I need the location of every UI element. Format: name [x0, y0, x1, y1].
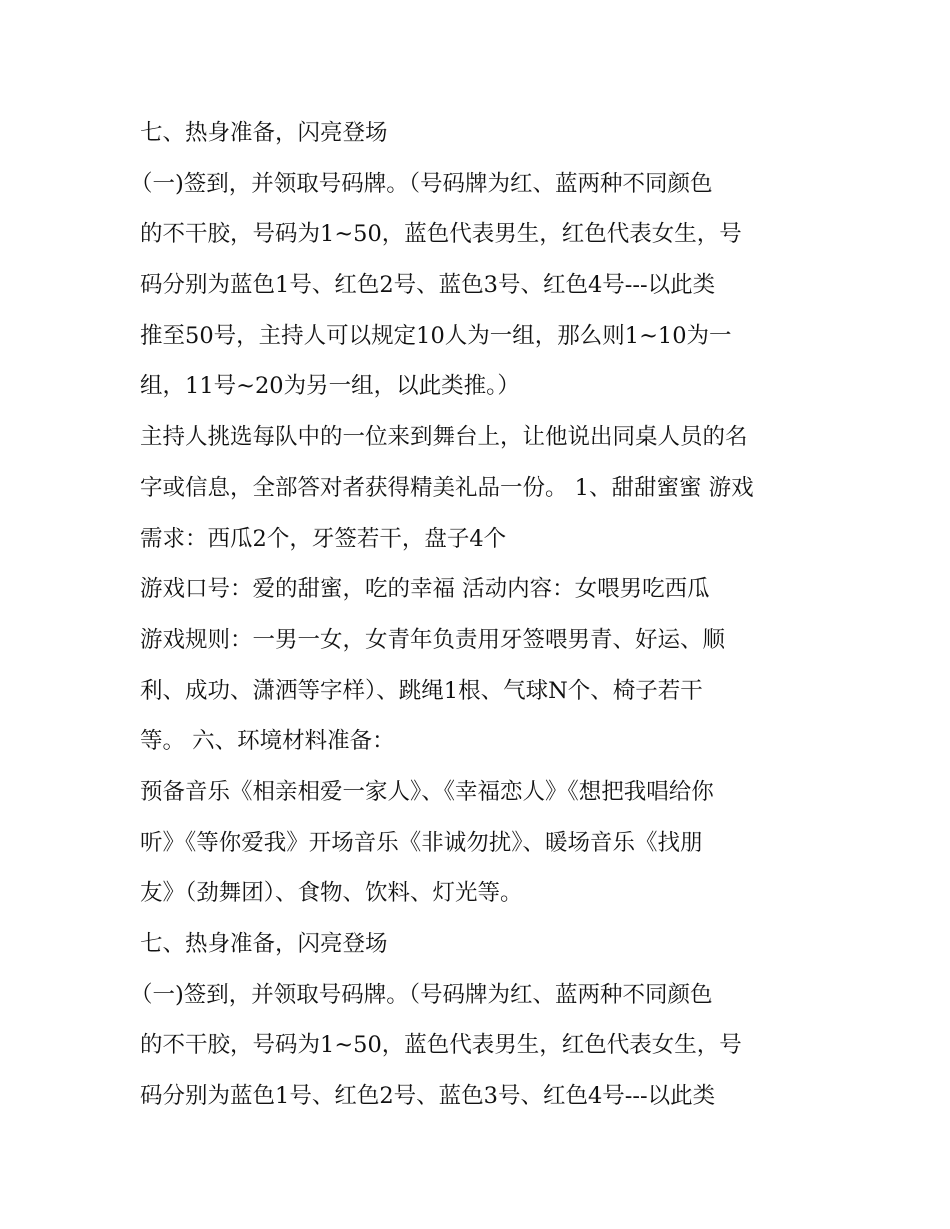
paragraph-line: 的不干胶，号码为1~50，蓝色代表男生，红色代表女生，号	[140, 1032, 742, 1059]
heading-warmup-repeat: 七、热身准备，闪亮登场	[140, 931, 388, 957]
paragraph-line: （一)签到，并领取号码牌。（号码牌为红、蓝两种不同颜色	[130, 981, 713, 1008]
paragraph-line: 字或信息，全部答对者获得精美礼品一份。 1、甜甜蜜蜜 游戏	[140, 474, 754, 501]
paragraph-line: （一)签到，并领取号码牌。（号码牌为红、蓝两种不同颜色	[130, 170, 713, 197]
paragraph-line: 友》（劲舞团）、食物、饮料、灯光等。	[140, 880, 523, 907]
paragraph-line: 游戏规则：一男一女，女青年负责用牙签喂男青、好运、顺	[140, 626, 726, 653]
paragraph-line: 码分别为蓝色1号、红色2号、蓝色3号、红色4号---以此类	[140, 1083, 716, 1110]
paragraph-line: 游戏口号：爱的甜蜜，吃的幸福 活动内容：女喂男吃西瓜	[140, 576, 710, 603]
paragraph-line: 等。 六、环境材料准备：	[140, 728, 395, 755]
paragraph-line: 的不干胶，号码为1~50，蓝色代表男生，红色代表女生，号	[140, 221, 742, 248]
paragraph-line: 组，11号~20为另一组，以此类推。）	[140, 373, 520, 400]
paragraph-line: 需求：西瓜2个，牙签若干，盘子4个	[140, 525, 507, 552]
paragraph-line: 主持人挑选每队中的一位来到舞台上，让他说出同桌人员的名	[140, 424, 748, 451]
paragraph-line: 预备音乐《相亲相爱一家人》、《幸福恋人》《想把我唱给你	[140, 778, 714, 805]
heading-warmup: 七、热身准备，闪亮登场	[140, 120, 388, 146]
document-body	[130, 108, 820, 1122]
paragraph-line: 利、成功、潇洒等字样）、跳绳1根、气球N个、椅子若干	[140, 677, 703, 704]
paragraph-line: 听》《等你爱我》开场音乐《非诚勿扰》、暖场音乐《找朋	[140, 829, 703, 856]
paragraph-line: 推至50号，主持人可以规定10人为一组，那么则1~10为一	[140, 322, 732, 349]
paragraph-line: 码分别为蓝色1号、红色2号、蓝色3号、红色4号---以此类	[140, 272, 716, 299]
